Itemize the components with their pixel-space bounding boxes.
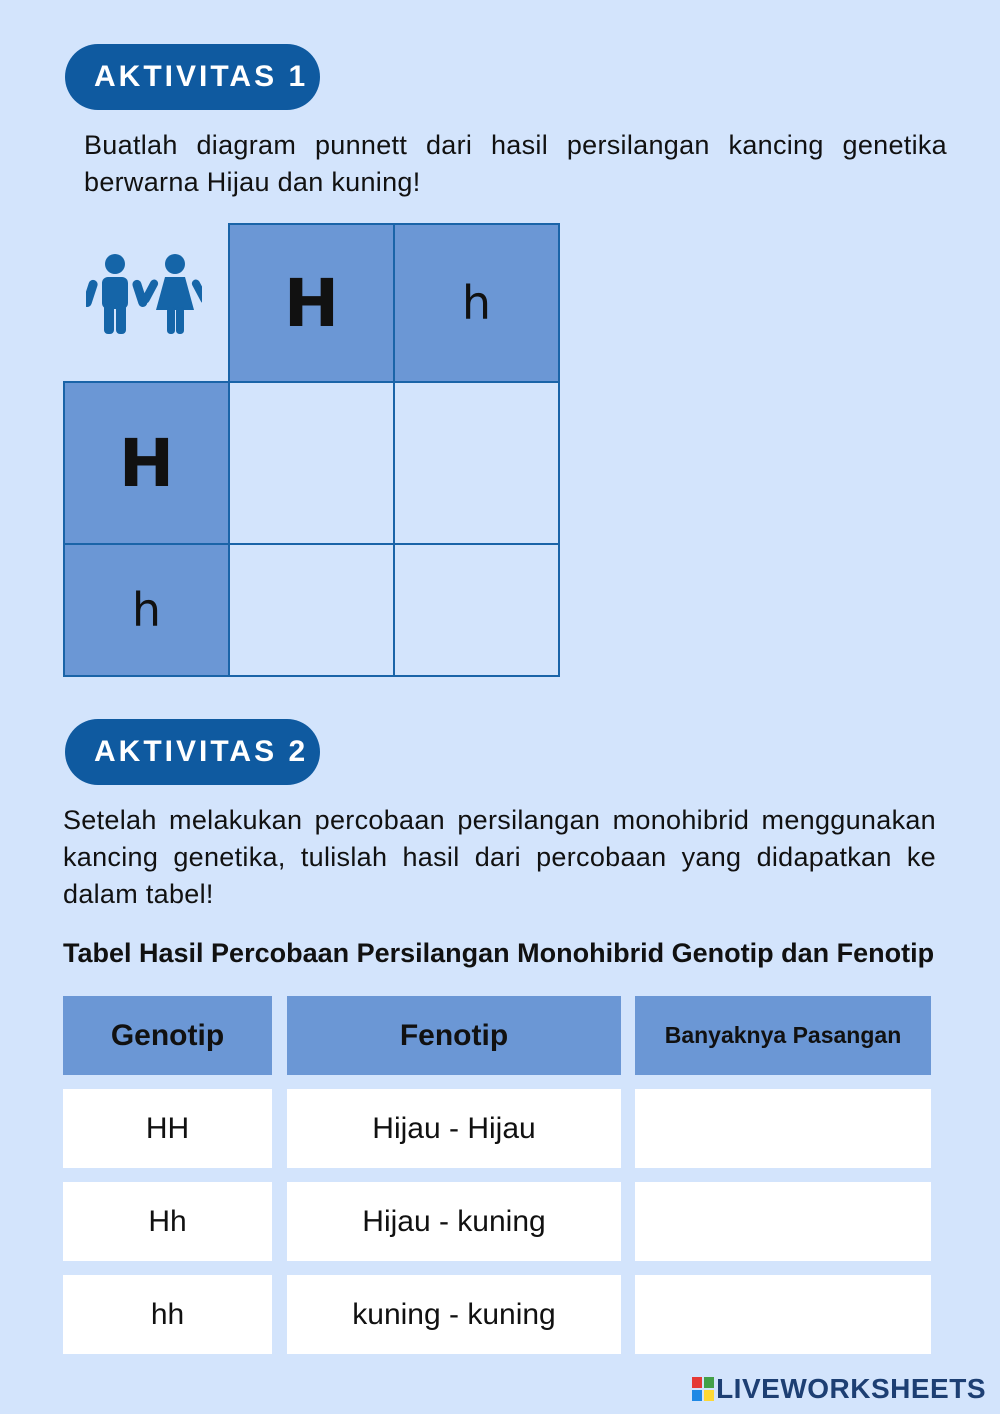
- punnett-cell-2-2[interactable]: [393, 543, 560, 677]
- table-header-fenotip-label: Fenotip: [399, 1018, 509, 1052]
- liveworksheets-logo: [692, 1374, 986, 1404]
- activity-1-badge: [65, 44, 320, 110]
- punnett-col-header-1-label: H: [283, 264, 340, 342]
- liveworksheets-logo-text: LIVEWORKSHEETS: [716, 1373, 986, 1404]
- punnett-row-header-2-label: h: [131, 583, 162, 637]
- table-row-2-count-input[interactable]: [635, 1182, 931, 1261]
- table-title: Tabel Hasil Percobaan Persilangan Monohibrid Genotip dan Fenotip: [63, 938, 935, 968]
- table-row-1-genotip-value: HH: [145, 1111, 190, 1145]
- punnett-cell-2-1[interactable]: [228, 543, 395, 677]
- table-row-2-genotip: [63, 1182, 272, 1261]
- table-row-1-fenotip-value: Hijau - Hijau: [372, 1111, 536, 1145]
- punnett-col-header-2: [393, 223, 560, 383]
- table-header-genotip-label: Genotip: [110, 1018, 225, 1052]
- activity-1-badge-label: AKTIVITAS 1: [94, 60, 309, 93]
- punnett-cell-1-2[interactable]: [393, 381, 560, 545]
- table-row-2-genotip-value: Hh: [148, 1204, 187, 1238]
- punnett-row-header-1-label: H: [118, 424, 175, 502]
- table-header-banyaknya-pasangan-label: Banyaknya Pasangan: [664, 1022, 902, 1048]
- table-row-3-count-input[interactable]: [635, 1275, 931, 1354]
- table-row-3-genotip-value: hh: [150, 1297, 185, 1331]
- punnett-col-header-1: [228, 223, 395, 383]
- table-row-1-count-input[interactable]: [635, 1089, 931, 1168]
- punnett-row-header-2: [63, 543, 230, 677]
- punnett-col-header-2-label: h: [461, 276, 492, 330]
- table-row-3-fenotip: [287, 1275, 621, 1354]
- liveworksheets-logo-icon: [692, 1377, 714, 1401]
- table-header-fenotip: [287, 996, 621, 1075]
- punnett-cell-1-1[interactable]: [228, 381, 395, 545]
- activity-1-instruction: Buatlah diagram punnett dari hasil persilangan kancing genetika berwarna Hijau dan kuning!: [84, 130, 947, 197]
- boy-girl-icon: [86, 252, 202, 338]
- punnett-row-header-1: [63, 381, 230, 545]
- table-row-1-genotip: [63, 1089, 272, 1168]
- table-row-3-fenotip-value: kuning - kuning: [352, 1297, 556, 1331]
- activity-2-badge-label: AKTIVITAS 2: [94, 735, 309, 768]
- activity-2-badge: [65, 719, 320, 785]
- table-header-banyaknya-pasangan: [635, 996, 931, 1075]
- table-row-1-fenotip: [287, 1089, 621, 1168]
- table-row-2-fenotip-value: Hijau - kuning: [362, 1204, 546, 1238]
- table-header-genotip: [63, 996, 272, 1075]
- table-row-2-fenotip: [287, 1182, 621, 1261]
- activity-2-instruction: Setelah melakukan percobaan persilangan monohibrid menggunakan kancing genetika, tulislah hasil dari percobaan yang didapatkan ke dalam tabel!: [63, 805, 936, 909]
- table-row-3-genotip: [63, 1275, 272, 1354]
